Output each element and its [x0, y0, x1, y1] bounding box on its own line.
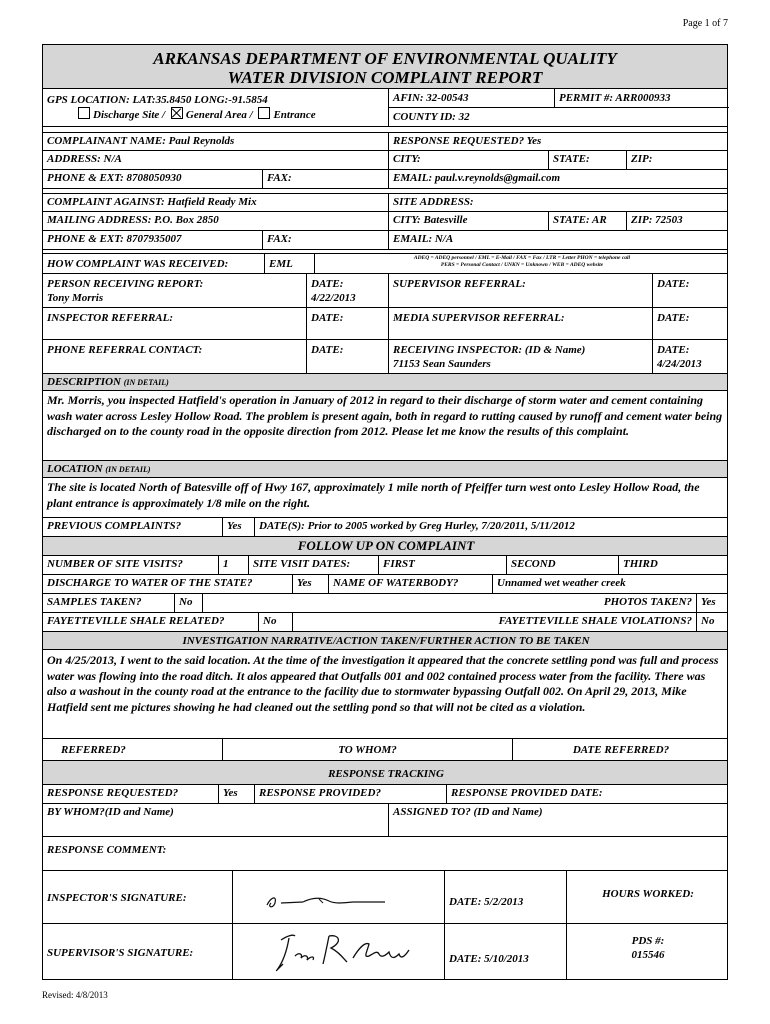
complaint-against: COMPLAINT AGAINST: Hatfield Ready Mix: [43, 194, 389, 211]
photos-value: Yes: [701, 596, 716, 608]
complainant-zip: ZIP:: [631, 153, 653, 165]
person-receiving-row: [43, 274, 727, 308]
general-area-checkbox[interactable]: [171, 107, 183, 119]
against-address-row: [43, 212, 727, 231]
referred-label: REFERRED?: [43, 739, 223, 760]
supervisor-signature-row: [43, 924, 727, 979]
description-label: DESCRIPTION: [47, 376, 121, 388]
complainant-fax: FAX:: [263, 170, 389, 188]
description-header-cell: [43, 374, 729, 390]
entrance-label: Entrance: [273, 109, 316, 121]
against-state: STATE: AR: [549, 212, 627, 230]
follow-up-title: FOLLOW UP ON COMPLAINT: [297, 538, 475, 553]
third-visit: THIRD: [623, 558, 658, 570]
inspector-signature-label: INSPECTOR'S SIGNATURE:: [43, 871, 233, 923]
to-whom-label: TO WHOM?: [223, 739, 513, 760]
receiving-date-value: 4/24/2013: [657, 358, 702, 370]
tracking-title: RESPONSE TRACKING: [328, 768, 444, 780]
afin: AFIN: 32-00543: [389, 89, 555, 108]
complainant-row: [43, 132, 727, 151]
entrance-checkbox[interactable]: [258, 107, 270, 119]
receiving-inspector: [389, 340, 653, 373]
description-header: [43, 374, 727, 391]
supervisor-signature-icon: [273, 926, 423, 976]
person-receiving-name: Tony Morris: [47, 292, 104, 304]
location-text: The site is located North of Batesville off of Hwy 167, approximately 1 mile north of Pfeiffer turn west onto Lesley Hollow Road, the plant entrance is approximately 1/8 mile on the right.: [47, 480, 700, 510]
received-legend: [315, 254, 729, 273]
mailing-address: MAILING ADDRESS: P.O. Box 2850: [43, 212, 389, 230]
samples-label: SAMPLES TAKEN?: [43, 594, 175, 612]
location-label: LOCATION: [47, 463, 103, 475]
date-value: 4/22/2013: [311, 292, 356, 304]
first-visit: FIRST: [379, 556, 507, 574]
shale-violations-label: FAYETTEVILLE SHALE VIOLATIONS?: [293, 613, 697, 631]
complainant-email: EMAIL: paul.v.reynolds@gmail.com: [393, 172, 561, 184]
tracking-header: [43, 761, 727, 785]
narrative-header: [43, 632, 727, 650]
complainant-address: ADDRESS: N/A: [43, 151, 389, 169]
gps-row: [43, 89, 727, 127]
legend-line-1: ADEQ = ADEQ personnel / EML = E-Mail / FAX = Fax / LTR = Letter PHON = telephone call: [413, 255, 631, 261]
location-header: [43, 461, 727, 478]
against-fax: FAX:: [263, 231, 389, 249]
receiving-date-label: DATE:: [657, 344, 690, 356]
complainant-address-row: [43, 151, 727, 170]
site-visits-count: 1: [219, 556, 249, 574]
response-row: [43, 785, 727, 804]
complainant-name: COMPLAINANT NAME: Paul Reynolds: [43, 133, 389, 150]
against-zip: ZIP: 72503: [631, 214, 683, 226]
supervisor-signature-label: SUPERVISOR'S SIGNATURE:: [43, 924, 233, 979]
shale-violations-value: No: [701, 615, 715, 627]
against-row: [43, 193, 727, 212]
narrative-text: On 4/25/2013, I went to the said location. At the time of the investigation it appeared that the concrete settling pond was full and process water was flowing into the road ditch. It alos appeared that Outfalls 001 and 002 contained process water from the facility. There was also a washout in the county road at the entrance to the facility due to stormwater bypassing Outfall 002. On April 29, 2013, Mike Hatfield sent me pictures showing he had cleaned out the settling pond so that will not be cited as a violation.: [47, 653, 719, 714]
site-visit-dates-label: SITE VISIT DATES:: [249, 556, 379, 574]
revised-date: Revised: 4/8/2013: [42, 990, 108, 1000]
date-label: DATE:: [311, 278, 344, 290]
discharge-label: DISCHARGE TO WATER OF THE STATE?: [43, 575, 293, 593]
gps-location: GPS LOCATION: LAT:35.8450 LONG:-91.5854: [47, 94, 268, 106]
permit-number: PERMIT #: ARR000933: [555, 89, 729, 108]
second-visit: SECOND: [507, 556, 619, 574]
photos-label: PHOTOS TAKEN?: [203, 594, 697, 612]
against-phone-row: [43, 231, 727, 250]
hours-worked: HOURS WORKED:: [602, 888, 694, 900]
general-area-label: General Area /: [185, 109, 253, 121]
discharge-value: Yes: [293, 575, 329, 593]
person-receiving: [43, 274, 307, 307]
narrative-title: INVESTIGATION NARRATIVE/ACTION TAKEN/FURTHER ACTION TO BE TAKEN: [182, 635, 590, 647]
inspector-signature-icon: [263, 883, 393, 913]
inspector-signature-date: DATE: 5/2/2013: [445, 871, 567, 923]
inspector-signature-row: [43, 871, 727, 924]
phone-referral-date: DATE:: [307, 340, 389, 373]
receiving-date: [653, 340, 729, 373]
against-city: CITY: Batesville: [389, 212, 549, 230]
title-line-2: WATER DIVISION COMPLAINT REPORT: [227, 68, 543, 87]
referral-row: [43, 739, 727, 761]
county-id: COUNTY ID: 32: [393, 111, 470, 123]
assigned-to: ASSIGNED TO? (ID and Name): [393, 806, 543, 818]
shale-row: [43, 613, 727, 632]
shale-related-value: No: [259, 613, 293, 631]
phone-referral-row: [43, 340, 727, 374]
waterbody-value: Unnamed wet weather creek: [497, 577, 626, 589]
response-comment-row: [43, 837, 727, 871]
location-body: [43, 478, 727, 518]
description-sub: (IN DETAIL): [123, 378, 169, 387]
supervisor-signature-date: DATE: 5/10/2013: [445, 924, 567, 979]
complainant-city: CITY:: [389, 151, 549, 169]
discharge-row: [43, 575, 727, 594]
receiving-inspector-value: 71153 Sean Saunders: [393, 358, 491, 370]
discharge-site-checkbox[interactable]: [78, 107, 90, 119]
inspector-referral: INSPECTOR REFERRAL:: [43, 308, 307, 339]
pds-value: 015546: [631, 949, 665, 961]
follow-up-header: [43, 537, 727, 556]
date-referred-label: DATE REFERRED?: [572, 744, 670, 756]
response-requested: RESPONSE REQUESTED? Yes: [393, 135, 542, 147]
person-receiving-label: PERSON RECEIVING REPORT:: [47, 278, 204, 290]
legend-line-2: PERS = Personal Contact / UNKN = Unknown / WEB = ADEQ website: [440, 262, 604, 268]
title-line-1: ARKANSAS DEPARTMENT OF ENVIRONMENTAL QUALITY: [153, 49, 617, 68]
pds-number: [567, 924, 729, 979]
phone-referral-contact: PHONE REFERRAL CONTACT:: [43, 340, 307, 373]
by-whom: BY WHOM?(ID and Name): [43, 804, 389, 836]
location-sub: (IN DETAIL): [105, 465, 151, 474]
discharge-site-label: Discharge Site /: [93, 109, 166, 121]
gps-cell: [43, 89, 389, 126]
description-body: [43, 391, 727, 461]
samples-value: No: [175, 594, 203, 612]
inspector-signature-area[interactable]: [233, 871, 445, 923]
form-title: [43, 45, 727, 89]
previous-complaint-dates: DATE(S): Prior to 2005 worked by Greg Hurley, 7/20/2011, 5/11/2012: [259, 520, 575, 532]
complainant-phone: PHONE & EXT: 8708050930: [43, 170, 263, 188]
receiving-inspector-label: RECEIVING INSPECTOR: (ID & Name): [393, 344, 586, 356]
media-referral-date: DATE:: [657, 312, 690, 324]
pds-label: PDS #:: [631, 935, 665, 947]
response-requested-value: Yes: [219, 785, 255, 803]
site-address: SITE ADDRESS:: [393, 196, 474, 208]
site-visits-label: NUMBER OF SITE VISITS?: [43, 556, 219, 574]
received-row: [43, 253, 727, 274]
location-header-cell: [43, 461, 729, 477]
previous-complaints-value: Yes: [223, 518, 255, 536]
response-provided-label: RESPONSE PROVIDED?: [255, 785, 447, 803]
response-provided-date: RESPONSE PROVIDED DATE:: [451, 787, 603, 799]
against-phone: PHONE & EXT: 8707935007: [43, 231, 263, 249]
previous-complaints-row: [43, 518, 727, 537]
afin-cell: [389, 89, 729, 126]
complaint-form: [42, 44, 728, 980]
description-text: Mr. Morris, you inspected Hatfield's operation in January of 2012 in regard to their discharge of storm water and cement containing wash water across Lesley Hollow Road. The problem is present again, both in regard to rutting caused by runoff and cement water being discharged on to the county road in the opposite direction from 2012. Please let me know the results of this complaint.: [47, 393, 723, 438]
inspector-referral-date: DATE:: [307, 308, 389, 339]
supervisor-signature-area[interactable]: [233, 924, 445, 979]
samples-row: [43, 594, 727, 613]
location-type-options: [47, 107, 384, 122]
supervisor-referral: SUPERVISOR REFERRAL:: [389, 274, 653, 307]
by-whom-row: [43, 804, 727, 837]
complainant-state: STATE:: [549, 151, 627, 169]
complainant-phone-row: [43, 170, 727, 189]
supervisor-referral-date: DATE:: [657, 278, 690, 290]
received-label: HOW COMPLAINT WAS RECEIVED:: [43, 254, 265, 273]
received-method: EML: [265, 254, 315, 273]
response-comment: RESPONSE COMMENT:: [47, 844, 167, 856]
person-receiving-date: [307, 274, 389, 307]
shale-related-label: FAYETTEVILLE SHALE RELATED?: [43, 613, 259, 631]
waterbody-label: NAME OF WATERBODY?: [329, 575, 493, 593]
previous-complaints-label: PREVIOUS COMPLAINTS?: [43, 518, 223, 536]
inspector-referral-row: [43, 308, 727, 340]
narrative-body: [43, 650, 727, 739]
page-number: Page 1 of 7: [682, 18, 728, 29]
against-email: EMAIL: N/A: [393, 233, 454, 245]
site-visits-row: [43, 556, 727, 575]
media-supervisor-referral: MEDIA SUPERVISOR REFERRAL:: [389, 308, 653, 339]
response-requested-label: RESPONSE REQUESTED?: [43, 785, 219, 803]
